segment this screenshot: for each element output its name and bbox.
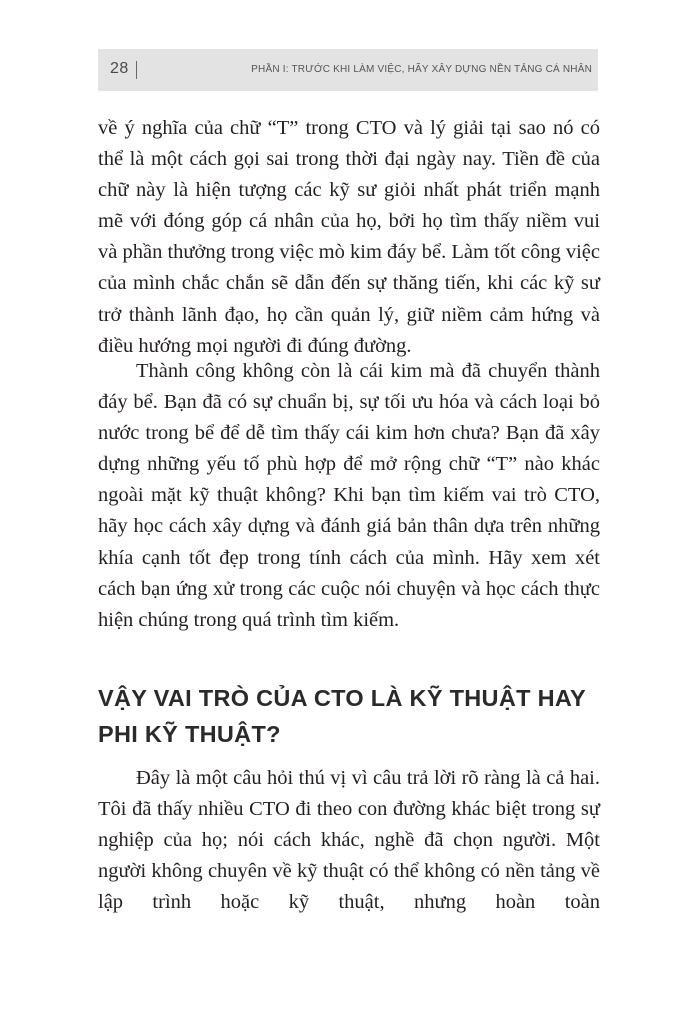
page-number: 28 — [110, 60, 129, 77]
body-paragraph-3: Đây là một câu hỏi thú vị vì câu trả lời rõ ràng là cả hai. Tôi đã thấy nhiều CTO đi theo con đường khác biệt trong sự nghiệp của họ; nói cách khác, nghề đã chọn người. Một người không chuyên về kỹ thuật có thể không có nền tảng về lập trình hoặc kỹ thuật, nhưng hoàn toàn — [98, 767, 600, 914]
running-head-title: PHẦN I: TRƯỚC KHI LÀM VIỆC, HÃY XÂY DỰNG NỀN TẢNG CÁ NHÂN — [251, 64, 592, 75]
section-heading: VẬY VAI TRÒ CỦA CTO LÀ KỸ THUẬT HAY PHI KỸ THUẬT? — [98, 685, 586, 747]
body-paragraph-2: Thành công không còn là cái kim mà đã chuyển thành đáy bể. Bạn đã có sự chuẩn bị, sự tối ưu hóa và cách loại bỏ nước trong bể để dễ tìm thấy cái kim hơn chưa? Bạn đã xây dựng những yếu tố phù hợp để mở rộng chữ “T” nào khác ngoài mặt kỹ thuật không? Khi bạn tìm kiếm vai trò CTO, hãy học cách xây dựng và đánh giá bản thân dựa trên những khía cạnh tốt đẹp trong tính cách của mình. Hãy xem xét cách bạn ứng xử trong các cuộc nói chuyện và học cách thực hiện chúng trong quá trình tìm kiếm. — [98, 360, 600, 631]
header-divider — [136, 61, 137, 79]
body-paragraph-1: về ý nghĩa của chữ “T” trong CTO và lý giải tại sao nó có thể là một cách gọi sai trong thời đại ngày nay. Tiền đề của chữ này là hiện tượng các kỹ sư giỏi nhất phát triển mạnh mẽ với đóng góp cá nhân của họ, bởi họ tìm thấy niềm vui và phần thưởng trong việc mò kim đáy bể. Làm tốt công việc của mình chắc chắn sẽ dẫn đến sự thăng tiến, khi các kỹ sư trở thành lãnh đạo, họ cần quản lý, giữ niềm cảm hứng và điều hướng mọi người đi đúng đường. — [98, 117, 600, 357]
